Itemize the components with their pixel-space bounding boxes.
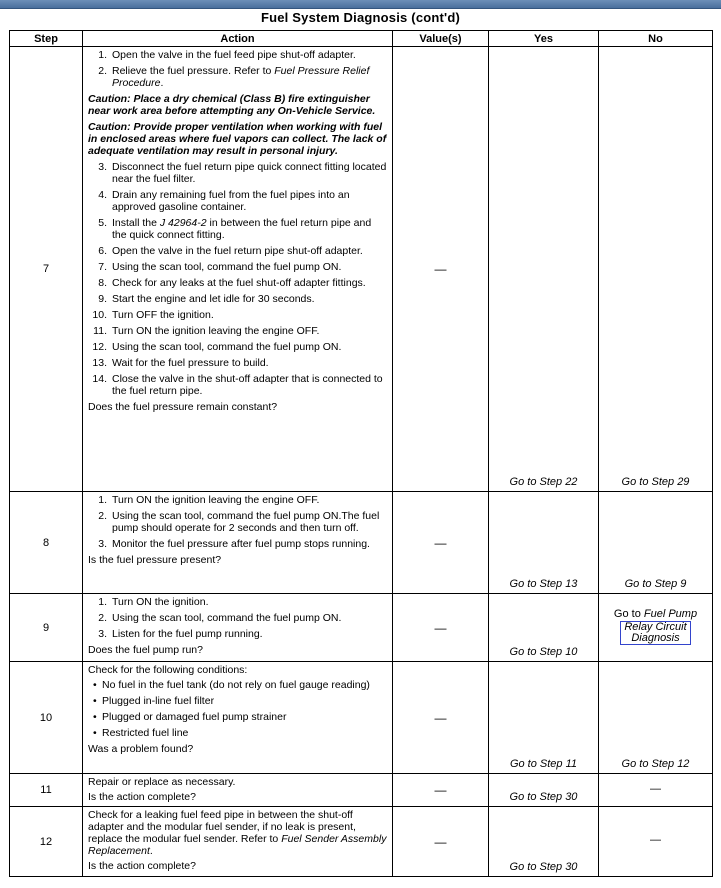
- step-number: 10: [10, 662, 83, 774]
- table-row: [10, 807, 713, 877]
- step-question: Does the fuel pressure remain constant?: [88, 401, 278, 413]
- table-header-row: [10, 31, 713, 47]
- step-number: 11: [10, 774, 83, 807]
- list-item: 7. Using the scan tool, command the fuel pump ON.: [98, 261, 342, 273]
- list-item: 11. Turn ON the ignition leaving the engine OFF.: [93, 325, 320, 337]
- table-row: [10, 492, 713, 594]
- step-action: [83, 594, 393, 662]
- table-row: [10, 662, 713, 774]
- list-item: 3. Disconnect the fuel return pipe quick connect fitting located near the fuel filter.: [98, 161, 387, 185]
- table-row: [10, 47, 713, 492]
- no-goto-link[interactable]: Go to Step 12: [599, 662, 713, 774]
- step-question: Is the fuel pressure present?: [88, 554, 222, 566]
- header-values: Value(s): [393, 31, 489, 47]
- step-value: —: [393, 594, 489, 662]
- yes-goto-link[interactable]: Go to Step 30: [489, 807, 599, 877]
- no-goto-cell: [599, 594, 713, 662]
- list-item: 1. Turn ON the ignition.: [98, 596, 209, 608]
- table-row: [10, 774, 713, 807]
- step-number: 9: [10, 594, 83, 662]
- fuel-pump-link[interactable]: Fuel Pump: [643, 607, 698, 620]
- header-yes: Yes: [489, 31, 599, 47]
- step-question: Does the fuel pump run?: [88, 644, 203, 656]
- window-top-bar: [0, 0, 721, 9]
- no-result: —: [599, 807, 713, 877]
- list-item: 1. Turn ON the ignition leaving the engine OFF.: [98, 494, 320, 506]
- step-value: —: [393, 492, 489, 594]
- page-title: Fuel System Diagnosis (cont'd): [260, 10, 461, 25]
- step-text: Check for a leaking fuel feed pipe in between the shut-off adapter and the modular fuel sender, if no leak is present, replace the modular fuel sender. Refer to Fuel Sender Assembly Replacement.: [88, 809, 387, 857]
- yes-goto-link[interactable]: Go to Step 13: [489, 492, 599, 594]
- no-goto-link[interactable]: Go to Step 29: [599, 47, 713, 492]
- list-item: 2. Relieve the fuel pressure. Refer to Fuel Pressure Relief Procedure.: [98, 65, 370, 89]
- header-action: Action: [83, 31, 393, 47]
- header-no: No: [599, 31, 713, 47]
- step-value: —: [393, 47, 489, 492]
- step-value: —: [393, 807, 489, 877]
- list-item: 2. Using the scan tool, command the fuel pump ON.: [98, 612, 342, 624]
- step-question: Was a problem found?: [88, 743, 194, 755]
- list-item: 9. Start the engine and let idle for 30 seconds.: [98, 293, 315, 305]
- yes-goto-link[interactable]: Go to Step 11: [489, 662, 599, 774]
- step-action: [83, 662, 393, 774]
- no-result: —: [599, 774, 713, 807]
- list-item: 4. Drain any remaining fuel from the fuel pipes into an approved gasoline container.: [98, 189, 350, 213]
- caution-note: Caution: Place a dry chemical (Class B) fire extinguisher near work area before attempting any On-Vehicle Service.: [88, 93, 376, 117]
- step-value: —: [393, 662, 489, 774]
- step-action: [83, 807, 393, 877]
- step-question: Is the action complete?: [88, 860, 196, 872]
- relay-circuit-diagnosis-link[interactable]: Relay Circuit Diagnosis: [620, 621, 690, 645]
- list-item: 2. Using the scan tool, command the fuel pump ON.The fuel pump should operate for 2 seconds and then turn off.: [98, 510, 380, 534]
- step-number: 8: [10, 492, 83, 594]
- step-action: [83, 774, 393, 807]
- list-item: 6. Open the valve in the fuel return pipe shut-off adapter.: [98, 245, 363, 257]
- list-item: • Plugged in-line fuel filter: [88, 695, 388, 707]
- step-action: [83, 492, 393, 594]
- list-item: 5. Install the J 42964-2 in between the fuel return pipe and the quick connect fitting.: [98, 217, 372, 241]
- diagnosis-table: [9, 30, 713, 877]
- header-step: Step: [10, 31, 83, 47]
- yes-goto-link[interactable]: Go to Step 30: [489, 774, 599, 807]
- table-row: [10, 594, 713, 662]
- list-item: 10. Turn OFF the ignition.: [92, 309, 214, 321]
- step-value: —: [393, 774, 489, 807]
- yes-goto-link[interactable]: Go to Step 10: [489, 594, 599, 662]
- step-text: Repair or replace as necessary.: [88, 776, 236, 788]
- list-item: • Plugged or damaged fuel pump strainer: [88, 711, 388, 723]
- list-item: 3. Monitor the fuel pressure after fuel pump stops running.: [98, 538, 370, 550]
- no-goto-link[interactable]: Go to Step 9: [599, 492, 713, 594]
- list-item: 3. Listen for the fuel pump running.: [98, 628, 263, 640]
- step-action: [83, 47, 393, 492]
- step-intro: Check for the following conditions:: [88, 664, 248, 676]
- step-number: 12: [10, 807, 83, 877]
- list-item: • Restricted fuel line: [88, 727, 388, 739]
- list-item: 8. Check for any leaks at the fuel shut-off adapter fittings.: [98, 277, 366, 289]
- no-goto-prefix: Go to: [613, 607, 641, 620]
- list-item: 1. Open the valve in the fuel feed pipe shut-off adapter.: [98, 49, 356, 61]
- list-item: 14. Close the valve in the shut-off adapter that is connected to the fuel return pipe.: [92, 373, 383, 397]
- step-question: Is the action complete?: [88, 791, 196, 803]
- procedure-reference: Fuel Pressure Relief Procedure: [112, 65, 370, 89]
- caution-note: Caution: Provide proper ventilation when working with fuel in enclosed areas where fuel vapors can collect. The lack of adequate ventilation may result in personal injury.: [88, 121, 387, 157]
- tool-reference: J 42964-2: [159, 217, 207, 229]
- list-item: • No fuel in the fuel tank (do not rely on fuel gauge reading): [88, 679, 388, 691]
- yes-goto-link[interactable]: Go to Step 22: [489, 47, 599, 492]
- list-item: 13. Wait for the fuel pressure to build.: [92, 357, 269, 369]
- procedure-reference: Fuel Sender Assembly Replacement: [88, 833, 387, 857]
- list-item: 12. Using the scan tool, command the fuel pump ON.: [92, 341, 342, 353]
- step-number: 7: [10, 47, 83, 492]
